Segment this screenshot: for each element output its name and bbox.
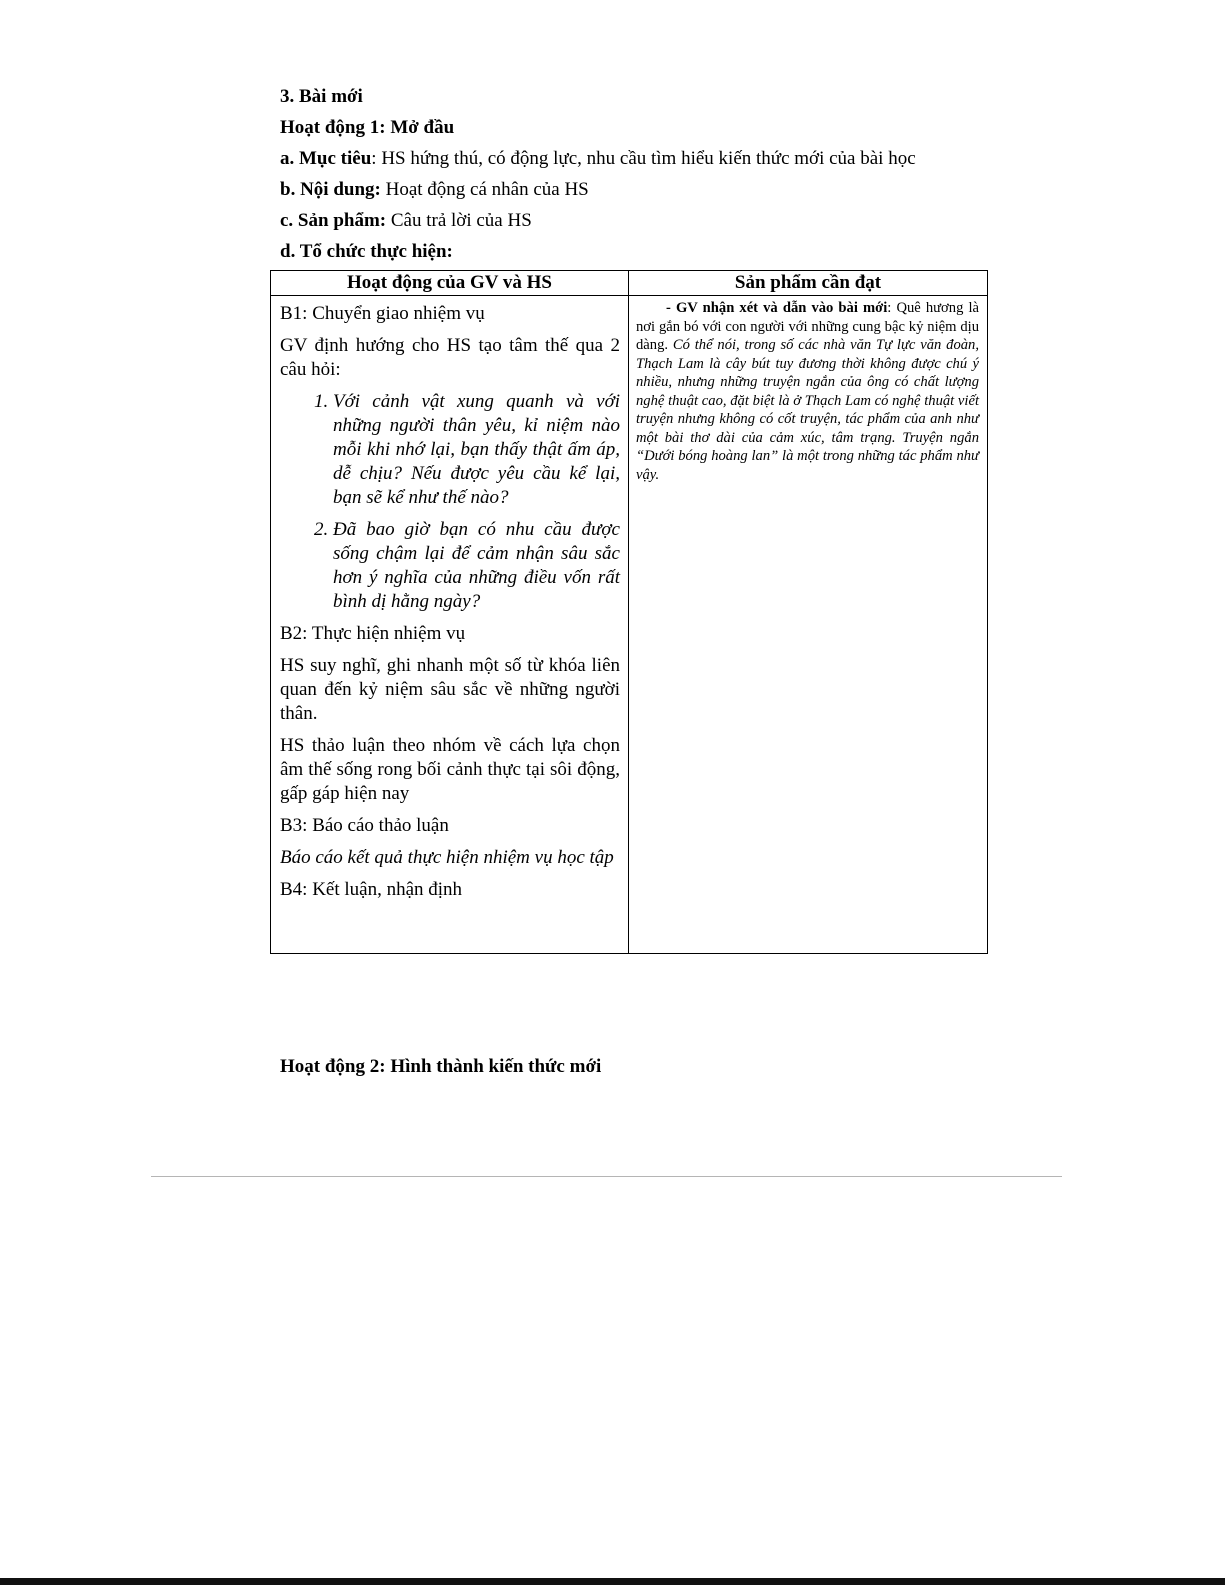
content-text: Hoạt động cá nhân của HS	[380, 179, 589, 200]
product-line	[280, 209, 532, 233]
header-teacher-student: Hoạt động của GV và HS	[271, 271, 629, 296]
objective-label: a. Mục tiêu	[280, 148, 372, 169]
activity-cell	[271, 296, 629, 954]
product-cell	[629, 296, 988, 954]
step-b3: B3: Báo cáo thảo luận	[280, 815, 449, 836]
table-row	[271, 296, 988, 954]
table-header-row	[271, 271, 988, 296]
step-b2-text-1: HS suy nghĩ, ghi nhanh một số từ khóa liên quan đến kỷ niệm sâu sắc về những người thân.	[280, 655, 620, 724]
question-item: 2. Đã bao giờ bạn có nhu cầu được sống chậm lại để cảm nhận sâu sắc hơn ý nghĩa của những điều vốn rất bình dị hằng ngày?	[333, 518, 620, 614]
activity2-title: Hoạt động 2: Hình thành kiến thức mới	[280, 1056, 602, 1077]
step-b4: B4: Kết luận, nhận định	[280, 879, 463, 900]
product-paragraph	[636, 299, 979, 484]
section-title: 3. Bài mới	[280, 86, 363, 107]
step-b3-text: Báo cáo kết quả thực hiện nhiệm vụ học tập	[280, 847, 614, 868]
page-bottom-edge	[0, 1578, 1225, 1585]
product-text: Câu trả lời của HS	[386, 210, 532, 231]
product-lead-text: : Quê hương là nơi gắn bó với con người với những cung bậc kỷ niệm dịu dàng.	[636, 300, 979, 353]
content-line	[280, 178, 589, 202]
objective-line	[280, 147, 916, 171]
activity1-title: Hoạt động 1: Mở đầu	[280, 117, 455, 138]
step-b2-text-2: HS thảo luận theo nhóm về cách lựa chọn âm thế sống rong bối cảnh thực tại sôi động, gấp gáp hiện nay	[280, 735, 620, 804]
activity-table	[270, 270, 988, 954]
question-list	[280, 390, 620, 614]
objective-text: : HS hứng thú, có động lực, nhu cầu tìm hiểu kiến thức mới của bài học	[371, 148, 916, 169]
content-label: b. Nội dung:	[280, 179, 381, 200]
step-b1: B1: Chuyển giao nhiệm vụ	[280, 303, 485, 324]
header-expected-product: Sản phẩm cần đạt	[629, 271, 988, 296]
page-divider	[151, 1176, 1062, 1177]
product-lead: - GV nhận xét và dẫn vào bài mới	[666, 300, 888, 316]
question-item: 1. Với cảnh vật xung quanh và với những người thân yêu, kỉ niệm nào mỗi khi nhớ lại, bạn thấy thật ấm áp, dễ chịu? Nếu được yêu cầu kể lại, bạn sẽ kể như thế nào?	[333, 390, 620, 510]
product-label: c. Sản phẩm:	[280, 210, 387, 231]
organization-line: d. Tổ chức thực hiện:	[280, 241, 453, 262]
step-b1-intro: GV định hướng cho HS tạo tâm thế qua 2 câu hỏi:	[280, 335, 620, 380]
product-italic-text: Có thể nói, trong số các nhà văn Tự lực văn đoàn, Thạch Lam là cây bút tuy đương thời không được chú ý nhiều, nhưng những truyện ngắn của ông có chất lượng nghệ thuật cao, đặt biệt là ở Thạch Lam có nghệ thuật viết truyện nhưng không có cốt truyện, tác phẩm của anh như một bài thơ dài của cảm xúc, tâm trạng. Truyện ngắn “Dưới bóng hoàng lan” là một trong những tác phẩm như vậy.	[636, 337, 979, 483]
step-b2: B2: Thực hiện nhiệm vụ	[280, 623, 466, 644]
